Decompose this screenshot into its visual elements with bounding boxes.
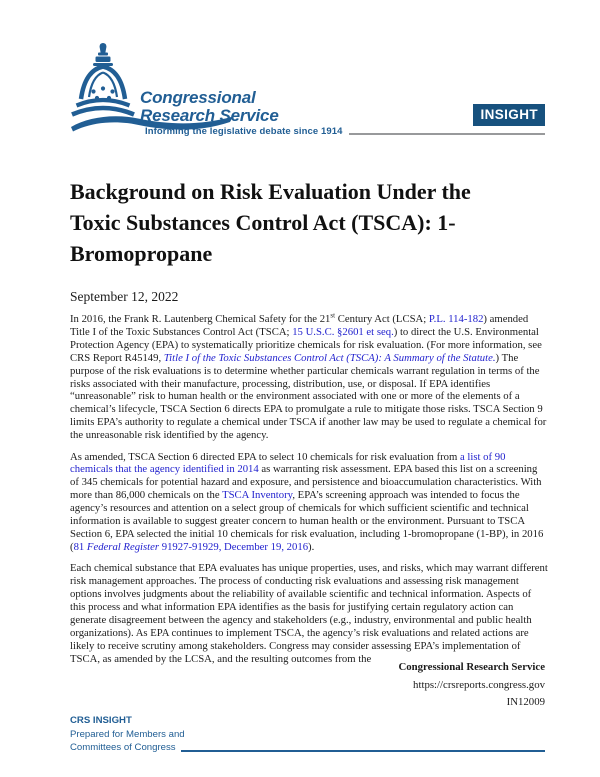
insight-badge: INSIGHT [473,104,545,126]
header-rule [349,133,545,135]
prepared-for-line1: Prepared for Members and [70,728,185,740]
footer-insight-block [70,714,545,755]
hyperlink[interactable]: 81 [73,540,87,553]
hyperlink[interactable]: P.L. 114-182 [428,313,484,325]
article-body [70,289,548,674]
footer-rule [181,750,545,752]
hyperlink[interactable]: TSCA Inventory [222,489,293,502]
org-name-line1: Congressional [140,88,256,107]
hyperlink[interactable]: 91927-91929, December 19, 2016 [159,540,309,553]
footer-org: Congressional Research Service [398,661,545,673]
document-id: IN12009 [506,696,545,708]
page-title: Background on Risk Evaluation Under the Toxic Substances Control Act (TSCA): 1-Bromopropane [70,179,471,266]
org-name [140,89,279,125]
prepared-for-row [70,741,545,755]
paragraphs-container [70,313,548,666]
org-name-line2: Research Service [140,106,279,125]
crs-logo [70,42,545,142]
crs-insight-label: CRS INSIGHT [70,715,132,726]
footer-url[interactable]: https://crsreports.congress.gov [413,678,545,691]
paragraph: In 2016, the Frank R. Lautenberg Chemical Safety for the 21st Century Act (LCSA; P.L. 114-182) amended Title I of the Toxic Substances Control Act (TSCA; 15 U.S.C. §2601 et seq.) to direct the U.S. Environmental Protection Agency (EPA) to systematically prioritize chemicals for risk evaluation. (For more information, see CRS Report R45149, Title I of the Toxic Substances Control Act (TSCA): A Summary of the Statute.) The purpose of the risk evaluations is to determine whether particular chemicals warrant regulation in terms of the risks associated with their manufacture, processing, distribution, use, or disposal. If EPA identifies “unreasonable” risk to human health or the environment associated with one or more of the elements of a chemical’s lifecycle, TSCA Section 6 directs EPA to promulgate a rule to mitigate those risks. TSCA Section 9 limits EPA’s authority to regulate a chemical under TSCA if another law may be used to regulate a chemical for the unreasonable risk identified by the agency. [70,311,547,442]
hyperlink[interactable]: 15 U.S.C. §2601 et seq. [292,325,394,338]
prepared-for-line2: Committees of Congress [70,742,176,753]
hyperlink[interactable]: Title I of the Toxic Substances Control Act (TSCA): A Summary of the Statute. [163,351,496,364]
hyperlink[interactable]: a list of 90 chemicals that the agency identified in 2014 [70,450,506,476]
paragraph: As amended, TSCA Section 6 directed EPA to select 10 chemicals for risk evaluation from a list of 90 chemicals that the agency identified in 2014 as warranting risk assessment. EPA based this list on a screening of 345 chemicals for potential hazard and exposure, and persistence and bioaccumulation characteristics. With more than 86,000 chemicals on the TSCA Inventory, EPA’s screening approach was intended to focus the agency’s resources and attention on a select group of chemicals for which sufficient scientific and technical information is available to suggest greater concern to human health or the environment. Pursuant to TSCA Section 6, EPA selected the initial 10 chemicals for risk evaluation, including 1-bromopropane (1-BP), in 2016 (81 Federal Register 91927-91929, December 19, 2016). [70,450,544,553]
footer-publisher-block [398,659,545,712]
logo-tagline: Informing the legislative debate since 1914 [145,126,343,137]
paragraph: Each chemical substance that EPA evaluates has unique properties, uses, and risks, which may warrant different risk management approaches. The process of conducting risk evaluations and assessing risk management options involves judgments about the reliability of available scientific and technical information. Aspects of this process and what information EPA identifies as the basis for justifying certain regulatory action can generate disagreement between the agency and stakeholders (e.g., industry, environmental and public health organizations). As EPA continues to implement TSCA, the agency’s risk evaluations and related actions are likely to receive scrutiny among stakeholders. Congress may consider assessing EPA’s implementation of TSCA, as amended by the LCSA, and the resulting outcomes from the [70,562,548,665]
publication-date: September 12, 2022 [70,289,179,304]
hyperlink[interactable]: Federal Register [86,540,160,553]
tagline-row [145,126,545,137]
